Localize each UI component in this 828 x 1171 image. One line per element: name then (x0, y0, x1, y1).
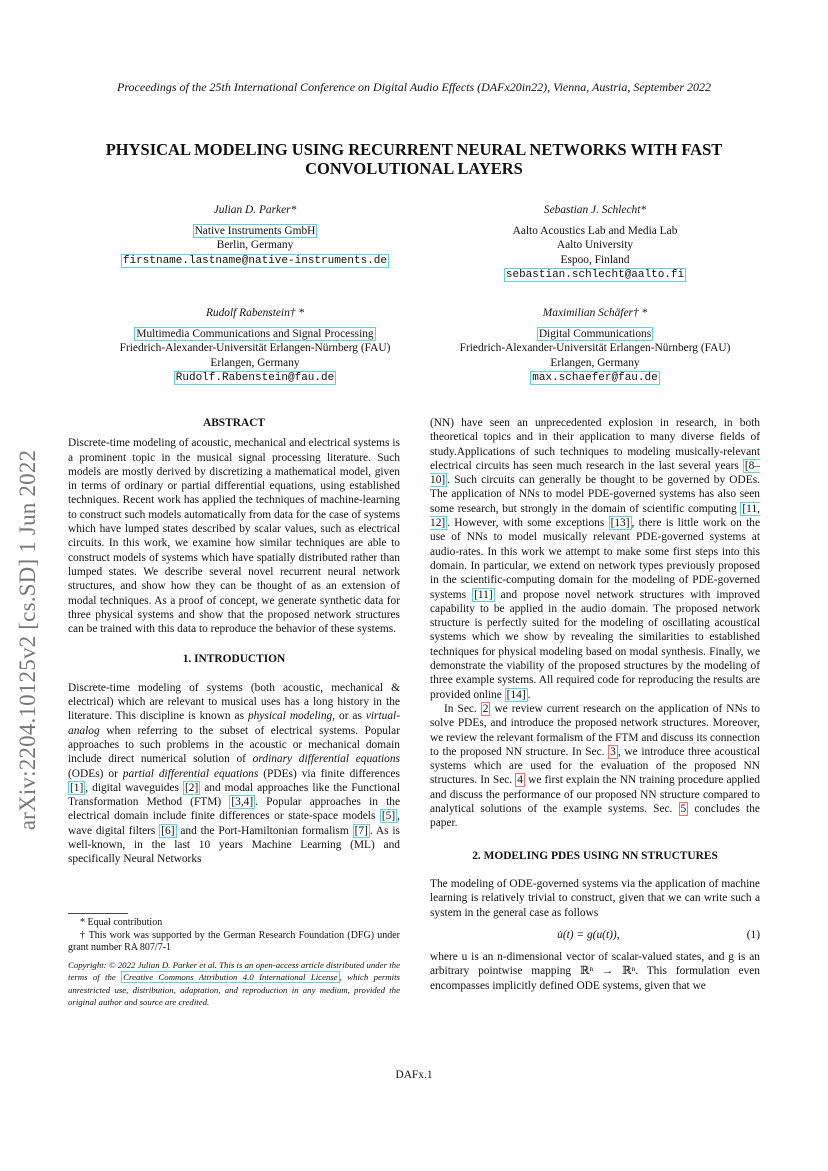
arxiv-id: arXiv:2204.10125v2 [cs.SD] 1 Jun 2022 (15, 449, 40, 831)
intro-paragraph-cont: (NN) have seen an unprecedented explosion in research, in both theoretical topics and in their application to many diverse fields of study.Applications of such techniques to modeling musically-relevant electrical circuits has seen much research in the last several years [8–10] . Such circuits can generally be thought to be governed by ODEs. The application of NNs to model PDE-governed systems has also seen some research, but strongly in the domain of scientific computing [11, 12] . However, with some exceptions [13] , there is little work on the use of NNs to model musically relevant PDE-governed systems at audio-rates. In this work we attempt to make some first steps into this domain. In particular, we extend on network types previously proposed in the scientific-computing domain for the modeling of PDE-governed systems [11] and propose novel network structures with improved capability to be applied in the audio domain. The proposed network structure is perfectly suited for the modeling of oscillating acoustical systems which we show by revealing the similarities to established techniques for physical modeling based on modal synthesis. Finally, we demonstrate the viability of the proposed structures by the modeling of three example systems. All required code for reproducing the results are provided online [14] . (430, 417, 760, 701)
author-location: Berlin, Germany (216, 239, 294, 251)
citation-link[interactable]: [13] (610, 517, 630, 530)
author-institution: Friedrich-Alexander-Universität Erlangen-Nürnberg (FAU) (119, 342, 391, 354)
citation-link[interactable]: [5] (381, 810, 396, 823)
email-link[interactable]: firstname.lastname@native-instruments.de (122, 254, 388, 267)
author-institution: Friedrich-Alexander-Universität Erlangen-Nürnberg (FAU) (459, 342, 731, 354)
abstract-heading: ABSTRACT (202, 417, 266, 429)
section2-paragraph-2: where u is an n-dimensional vector of scalar-valued states, and g is an arbitrary pointwise mapping ℝⁿ → ℝⁿ. This formulation even encompasses implicitly defined ODE systems, given that we (430, 951, 760, 992)
section-link[interactable]: 4 (517, 774, 523, 787)
citation-link[interactable]: [8–10] (430, 459, 760, 487)
author-block-3 (90, 306, 420, 386)
author-block-1 (90, 203, 420, 268)
equation-body: u̇(t) = g(u(t)), (557, 928, 620, 941)
conference-header: Proceedings of the 25th International Conference on Digital Audio Effects (DAFx20in22), Vienna, Austria, September 2022 (116, 80, 711, 94)
author-location: Erlangen, Germany (210, 356, 300, 369)
paper-title: PHYSICAL MODELING USING RECURRENT NEURAL NETWORKS WITH FAST CONVOLUTIONAL LAYERS (105, 140, 723, 178)
right-column (430, 416, 760, 993)
citation-link[interactable]: [2] (184, 781, 199, 794)
section-heading-intro: 1. INTRODUCTION (182, 653, 286, 666)
citation-link[interactable]: [11, 12] (430, 502, 760, 530)
citation-link[interactable]: [7] (354, 824, 368, 837)
email-link[interactable]: sebastian.schlecht@aalto.fi (505, 269, 685, 281)
arxiv-stamp (8, 380, 48, 900)
citation-link[interactable]: [11] (474, 588, 493, 601)
section-link[interactable]: 3 (610, 745, 616, 758)
footnotes (68, 913, 400, 1009)
footnote-2: † This work was supported by the German Research Foundation (DFG) under grant number RA 807/7-1 (68, 929, 400, 953)
intro-paragraph: Discrete-time modeling of systems (both acoustic, mechanical & electrical) which are relevant to musical uses has a long history in the literature. This discipline is known as physical modeling, or as virtual-analog when referring to the subset of electrical systems. Popular approaches to such problems in the acoustic or mechanical domain include direct numerical solution of ordinary differential equations (ODEs) or partial differential equations (PDEs) via finite differences [1] , digital waveguides [2] and modal approaches like the Functional Transformation Method (FTM) [3,4] . Popular approaches in the electrical domain include finite differences or state-space models [5] , wave digital filters [6] and the Port-Hamiltonian formalism [7] . As is well-known, in the last 10 years Machine Learning (ML) and specifically Neural Networks (68, 681, 401, 866)
footnote-rule (68, 913, 128, 914)
left-column (68, 416, 400, 867)
email-link[interactable]: max.schaefer@fau.de (532, 372, 658, 384)
equation-1 (430, 928, 760, 942)
author-affiliation: Aalto Acoustics Lab and Media Lab (512, 224, 678, 237)
page-number: DAFx.1 (395, 1069, 433, 1081)
section-link[interactable]: 5 (680, 803, 687, 816)
section2-paragraph: The modeling of ODE-governed systems via the application of machine learning is relatively trivial to construct, given that we can write such a system in the general case as follows (430, 877, 760, 919)
footnote-1: * Equal contribution (80, 917, 163, 928)
section-heading-2: 2. MODELING PDES USING NN STRUCTURES (472, 849, 718, 862)
author-name: Julian D. Parker* (213, 204, 297, 216)
equation-number: (1) (746, 928, 760, 941)
section-link[interactable]: 2 (482, 702, 489, 715)
author-location: Erlangen, Germany (550, 356, 640, 369)
author-name: Rudolf Rabenstein† * (205, 307, 305, 319)
outline-paragraph: In Sec. 2 we review current research on the application of NNs to solve PDEs, and introduce the proposed network structures. Moreover, we review the relevant formalism of the FTM and discuss its connection to the proposed NN structure. In Sec. 3 , we introduce three acoustical systems which are used for the evaluation of the proposed NN structures. In Sec. 4 we first explain the NN training procedure applied and discuss the performance of our proposed NN structure compared to analytical solutions of the example systems. Sec. 5 concludes the paper. (430, 702, 761, 830)
author-location: Espoo, Finland (560, 253, 630, 266)
author-block-2 (430, 203, 760, 283)
citation-link[interactable]: [1] (70, 781, 84, 794)
license-link[interactable]: Creative Commons Attribution 4.0 International License (123, 972, 338, 982)
citation-link[interactable]: [6] (161, 824, 175, 837)
affiliation-link[interactable]: Multimedia Communications and Signal Processing (136, 327, 374, 340)
abstract-text: Discrete-time modeling of acoustic, mechanical and electrical systems is a prominent topic in the musical signal processing literature. Such models are mostly derived by discretizing a mathematical model, given in terms of ordinary or partial differential equations, using established techniques. Recent work has applied the techniques of machine-learning to construct such models automatically from data for the case of systems which have lumped states described by scalar values, such as electrical circuits. In this work, we examine how similar techniques are able to construct models of systems which have spatially distributed rather than lumped states. We describe several novel recurrent neural network structures, and show how they can be thought of as an extension of modal techniques. As a proof of concept, we generate synthetic data for three physical systems and show that the proposed network structures can be trained with this data to reproduce the behavior of these systems. (68, 437, 400, 636)
citation-link[interactable]: [14] (506, 688, 526, 701)
email-link[interactable]: Rudolf.Rabenstein@fau.de (175, 372, 335, 384)
affiliation-link[interactable]: Native Instruments GmbH (194, 224, 316, 237)
citation-link[interactable]: [3,4] (231, 796, 254, 809)
author-block-4 (430, 306, 760, 386)
copyright-notice: Copyright: © 2022 Julian D. Parker et al. This is an open-access article distributed under the terms of the Creative Commons Attribution 4.0 International License , which permits unrestricted use, distribution, adaptation, and reproduction in any medium, provided the original author and source are credited. (68, 959, 400, 1007)
author-name: Sebastian J. Schlecht* (543, 204, 647, 216)
affiliation-link[interactable]: Digital Communications (538, 327, 652, 340)
author-name: Maximilian Schäfer† * (542, 307, 648, 319)
author-institution: Aalto University (556, 239, 634, 251)
